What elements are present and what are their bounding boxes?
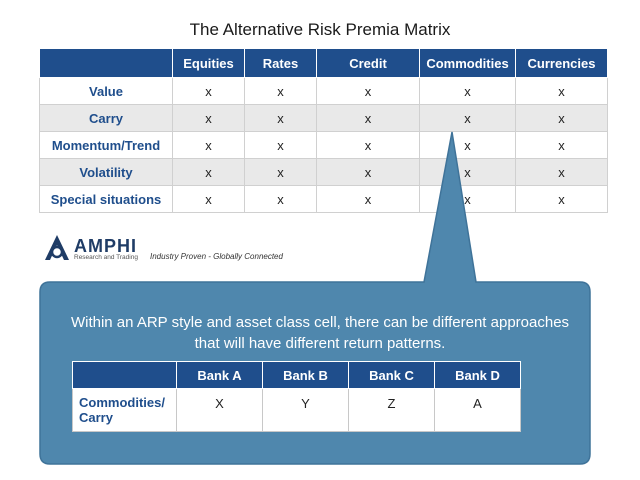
matrix-cell: x [516, 132, 608, 159]
matrix-cell: x [173, 159, 245, 186]
col-header-currencies: Currencies [516, 49, 608, 78]
bank-cell: Z [349, 389, 435, 432]
page-title: The Alternative Risk Premia Matrix [189, 20, 451, 39]
matrix-cell: x [420, 186, 516, 213]
matrix-cell: x [516, 159, 608, 186]
matrix-cell: x [317, 132, 420, 159]
matrix-cell: x [317, 186, 420, 213]
matrix-cell: x [173, 78, 245, 105]
col-header-credit: Credit [317, 49, 420, 78]
matrix-cell: x [173, 132, 245, 159]
logo-name: AMPHI [74, 236, 137, 256]
matrix-cell: x [317, 159, 420, 186]
matrix-cell: x [245, 186, 317, 213]
logo-subtitle: Research and Trading [74, 254, 138, 261]
row-header-volatility: Volatility [40, 159, 173, 186]
matrix-cell: x [317, 105, 420, 132]
matrix-cell: x [516, 78, 608, 105]
matrix-cell: x [516, 186, 608, 213]
row-header-momentum-trend: Momentum/Trend [40, 132, 173, 159]
matrix-cell: x [420, 105, 516, 132]
matrix-cell: x [516, 105, 608, 132]
matrix-cell: x [245, 159, 317, 186]
matrix-cell: x [420, 132, 516, 159]
matrix-cell: x [420, 78, 516, 105]
matrix-cell: x [317, 78, 420, 105]
col-header-equities: Equities [173, 49, 245, 78]
matrix-cell: x [420, 159, 516, 186]
bank-cell: Y [263, 389, 349, 432]
bank-cell: A [435, 389, 521, 432]
col-header-bank-d: Bank D [435, 362, 521, 389]
bank-corner-cell [73, 362, 177, 389]
row-header-carry: Carry [40, 105, 173, 132]
matrix-cell: x [245, 105, 317, 132]
matrix-cell: x [173, 105, 245, 132]
bank-comparison-table [72, 361, 521, 432]
row-header-special-situations: Special situations [40, 186, 173, 213]
col-header-bank-b: Bank B [263, 362, 349, 389]
callout-text: Within an ARP style and asset class cell, there can be different approaches that will have different return patterns. [70, 314, 570, 352]
col-header-bank-c: Bank C [349, 362, 435, 389]
col-header-commodities: Commodities [420, 49, 516, 78]
row-header-value: Value [40, 78, 173, 105]
matrix-cell: x [245, 132, 317, 159]
col-header-bank-a: Bank A [177, 362, 263, 389]
bank-cell: X [177, 389, 263, 432]
col-header-rates: Rates [245, 49, 317, 78]
bank-header-row [73, 362, 521, 389]
logo-tagline: Industry Proven - Globally Connected [150, 252, 283, 261]
matrix-cell: x [245, 78, 317, 105]
matrix-cell: x [173, 186, 245, 213]
row-header-commodities-carry: Commodities/ Carry [73, 389, 177, 432]
table-row [73, 389, 521, 432]
